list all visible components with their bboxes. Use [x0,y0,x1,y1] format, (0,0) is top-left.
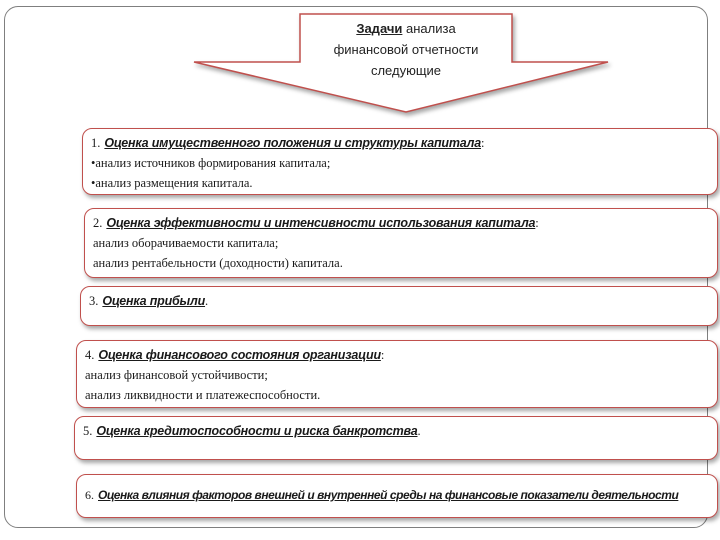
task-line: •анализ размещения капитала. [91,176,253,190]
task-title-row [85,345,709,365]
task-title: Оценка эффективности и интенсивности использования капитала [106,216,536,230]
task-number: 5. [83,424,93,438]
header-line-3: следующие [370,63,442,78]
task-number: 3. [89,294,99,308]
task-title-row [83,421,709,441]
header-line-1 [300,18,512,39]
task-title: Оценка прибыли [102,294,206,308]
task-line: •анализ источников формирования капитала; [91,156,331,170]
task-title: Оценка влияния факторов внешней и внутренней среды на финансовые показатели деятельности [98,488,679,502]
header-line-2: финансовой отчетности [333,42,479,57]
task-number: 1. [91,136,101,150]
task-box-1 [82,128,718,195]
task-title-row [93,213,709,233]
task-title: Оценка кредитоспособности и риска банкротства [96,424,418,438]
task-line: анализ рентабельности (доходности) капитала. [93,256,343,270]
task-line: анализ оборачиваемости капитала; [93,236,279,250]
task-box-2 [84,208,718,278]
task-box-4 [76,340,718,408]
task-number: 4. [85,348,95,362]
task-suffix: . [205,294,209,308]
task-title-row [89,291,709,311]
task-title: Оценка имущественного положения и структуры капитала [104,136,481,150]
task-line: анализ финансовой устойчивости; [85,368,268,382]
task-number: 6. [85,488,94,502]
task-title: Оценка финансового состояния организации [98,348,381,362]
task-title-row [91,133,709,153]
task-title-row [85,485,709,505]
header-line1-rest: анализа [402,21,456,36]
task-number: 2. [93,216,103,230]
task-box-5 [74,416,718,460]
tasks-header [300,18,512,81]
task-box-6 [76,474,718,518]
task-suffix: : [535,216,539,230]
task-line: анализ ликвидности и платежеспособности. [85,388,321,402]
task-suffix: : [481,136,485,150]
task-suffix: . [417,424,421,438]
task-box-3 [80,286,718,326]
header-bold-word: Задачи [356,21,403,36]
task-suffix: : [380,348,385,362]
